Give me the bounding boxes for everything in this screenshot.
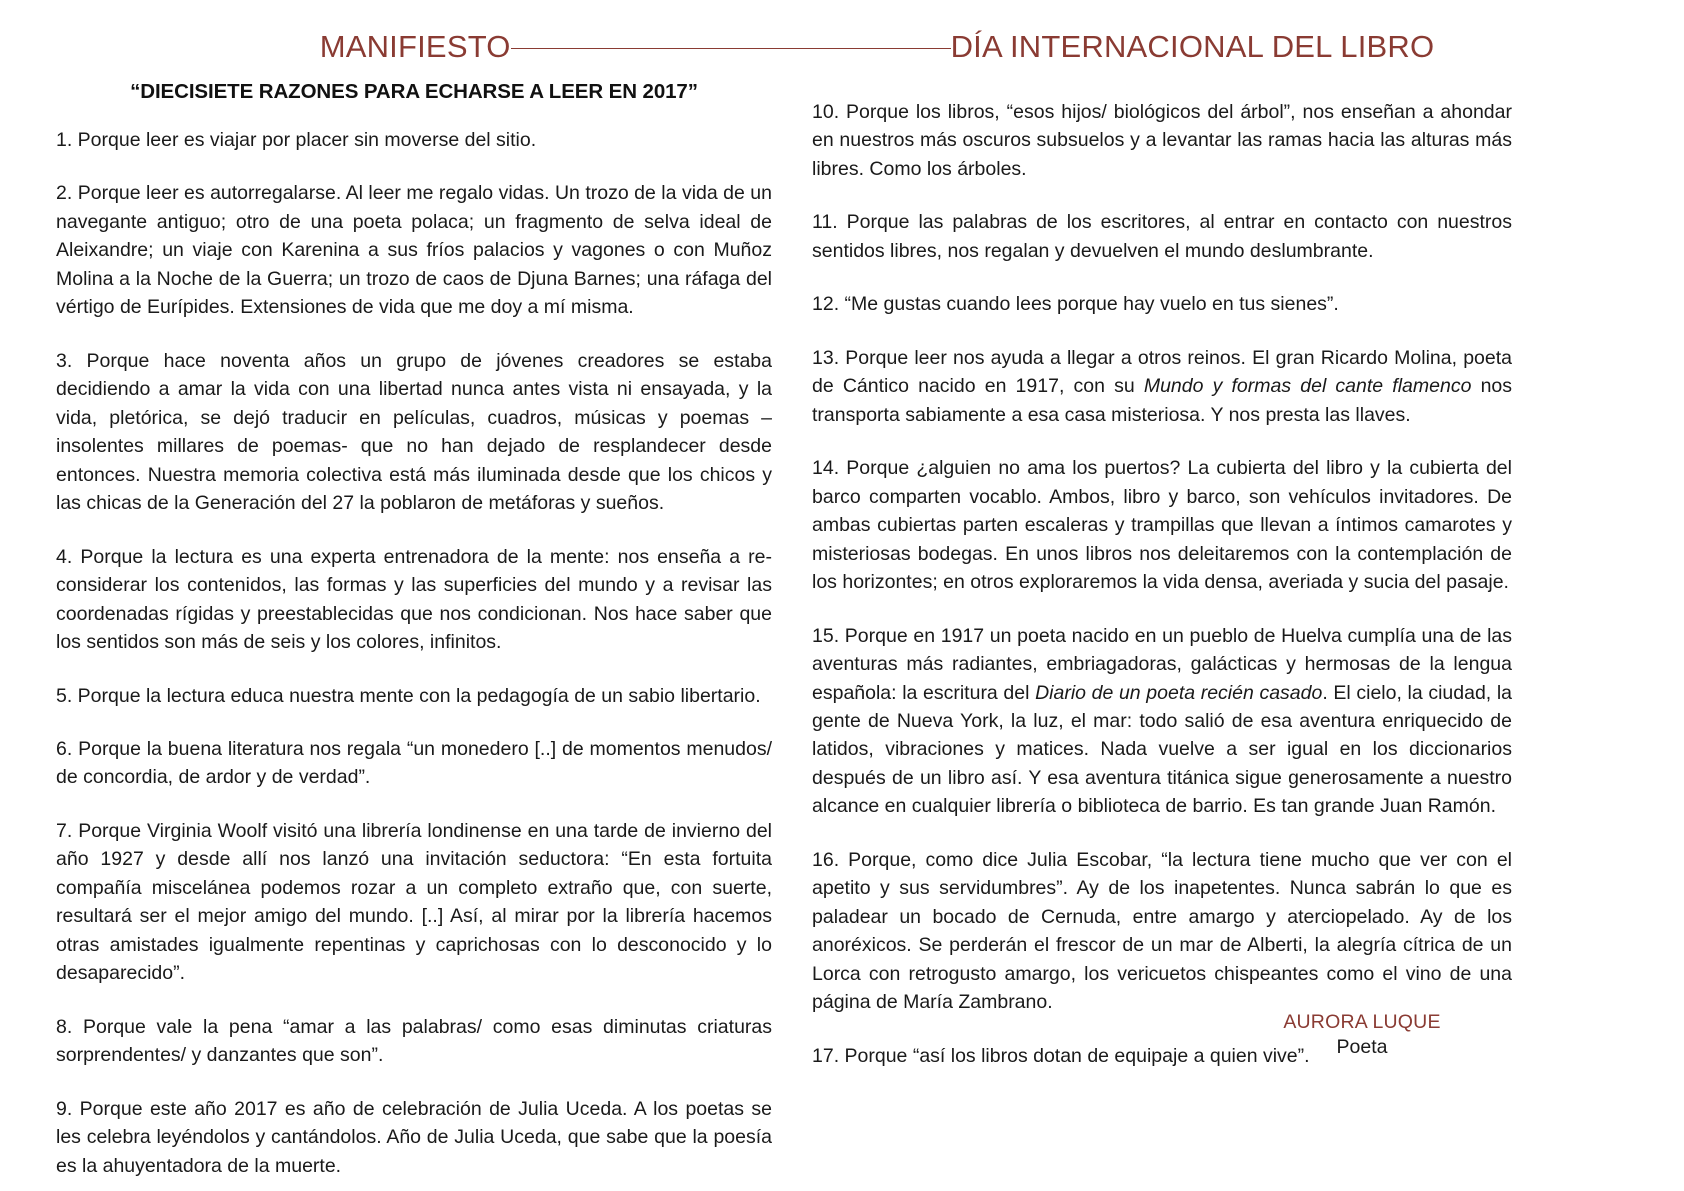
manifesto-item: 4. Porque la lectura es una experta entrenadora de la mente: nos enseña a re-considerar los contenidos, las formas y las superficies del mundo y a revisar las coordenadas rígidas y preestablecidas que nos condicionan. Nos hace saber que los sentidos son más de seis y los colores, infinitos. xyxy=(56,545,772,654)
manifesto-item: 1. Porque leer es viajar por placer sin moverse del sitio. xyxy=(56,129,537,151)
manifesto-item: 5. Porque la lectura educa nuestra mente con la pedagogía de un sabio libertario. xyxy=(56,684,761,707)
left-column xyxy=(56,126,772,1180)
manifesto-item: 8. Porque vale la pena “amar a las palabras/ como esas diminutas criaturas sorprendentes/ y danzantes que son”. xyxy=(56,1015,772,1067)
manifesto-item: 7. Porque Virginia Woolf visitó una librería londinense en una tarde de invierno del año 1927 y desde allí nos lanzó una invitación seductora: “En esta fortuita compañía miscelánea podemos rozar a un completo extraño que, con suerte, resultará ser el mejor amigo del mundo. [..] Así, al mirar por la librería hacemos otras amistades igualmente repentinas y caprichosas con lo desconocido y lo desaparecido”. xyxy=(56,819,772,985)
manifesto-item: 2. Porque leer es autorregalarse. Al leer me regalo vidas. Un trozo de la vida de un navegante antiguo; otro de una poeta polaca; un fragmento de selva ideal de Aleixandre; un viaje con Karenina a sus fríos palacios y vagones o con Muñoz Molina a la Noche de la Guerra; un trozo de caos de Djuna Barnes; una ráfaga del vértigo de Eurípides. Extensiones de vida que me doy a mí misma. xyxy=(56,182,772,319)
masthead-divider-rule xyxy=(511,48,951,49)
manifesto-item: 15. Porque en 1917 un poeta nacido en un pueblo de Huelva cumplía una de las aventuras más radiantes, embriagadoras, galácticas y hermosas de la lengua española: la escritura del Diario de un poeta recién casado. El cielo, la ciudad, la gente de Nueva York, la luz, el mar: todo salió de esa aventura enriquecido de latidos, vibraciones y matices. Nada vuelve a ser igual en los diccionarios después de un libro así. Y esa aventura titánica sigue generosamente a nuestro alcance en cualquier librería o biblioteca de barrio. Es tan grande Juan Ramón. xyxy=(812,624,1513,818)
manifesto-item: 11. Porque las palabras de los escritores, al entrar en contacto con nuestros sentidos libres, nos regalan y devuelven el mundo deslumbrante. xyxy=(812,211,1512,262)
manifesto-item: 3. Porque hace noventa años un grupo de jóvenes creadores se estaba decidiendo a amar la vida con una libertad nunca antes vista ni ensayada, y la vida, pletórica, se dejó traducir en películas, cuadros, músicas y poemas –insolentes millares de poemas- que no han dejado de resplandecer desde entonces. Nuestra memoria colectiva está más iluminada desde que los chicos y las chicas de la Generación del 27 la poblaron de metáforas y sueños. xyxy=(56,349,772,515)
masthead-right-title: DÍA INTERNACIONAL DEL LIBRO xyxy=(950,29,1435,64)
right-column xyxy=(812,98,1512,1070)
manifesto-item: 13. Porque leer nos ayuda a llegar a otros reinos. El gran Ricardo Molina, poeta de Cántico nacido en 1917, con su Mundo y formas del cante flamenco nos transporta sabiamente a esa casa misteriosa. Y nos presta las llaves. xyxy=(812,346,1513,426)
manifesto-item: 16. Porque, como dice Julia Escobar, “la lectura tiene mucho que ver con el apetito y sus servidumbres”. Ay de los inapetentes. Nunca sabrán lo que es paladear un bocado de Cernuda, entre amargo y aterciopelado. Ay de los anoréxicos. Se perderán el frescor de un mar de Alberti, la alegría cítrica de un Lorca con retrogusto amargo, los vericuetos chispeantes como el vino de una página de María Zambrano. xyxy=(812,848,1512,1014)
manifesto-item: 10. Porque los libros, “esos hijos/ biológicos del árbol”, nos enseñan a ahondar en nuestros más oscuros subsuelos y a levantar las ramas hacia las alturas más libres. Como los árboles. xyxy=(812,101,1512,180)
author-role: Poeta xyxy=(1336,1036,1388,1058)
masthead-left-title: MANIFIESTO xyxy=(319,29,511,64)
manifesto-item: 12. “Me gustas cuando lees porque hay vuelo en tus sienes”. xyxy=(812,293,1339,316)
document-subtitle: “DIECISIETE RAZONES PARA ECHARSE A LEER EN 2017” xyxy=(130,80,698,103)
author-name: AURORA LUQUE xyxy=(1283,1011,1441,1033)
manifesto-item: 14. Porque ¿alguien no ama los puertos? La cubierta del libro y la cubierta del barco comparten vocablo. Ambos, libro y barco, son vehículos invitadores. De ambas cubiertas parten escaleras y trampillas que llevan a íntimos camarotes y misteriosas bodegas. En unos libros nos deleitaremos con la contemplación de los horizontes; en otros exploraremos la vida densa, averiada y sucia del pasaje. xyxy=(812,457,1512,594)
masthead xyxy=(0,22,1684,72)
manifesto-item: 17. Porque “así los libros dotan de equipaje a quien vive”. xyxy=(812,1044,1310,1067)
manifesto-item: 9. Porque este año 2017 es año de celebración de Julia Uceda. A los poetas se les celebra leyéndolos y cantándolos. Año de Julia Uceda, que sabe que la poesía es la ahuyentadora de la muerte. xyxy=(56,1097,772,1177)
manifesto-item: 6. Porque la buena literatura nos regala “un monedero [..] de momentos menudos/ de concordia, de ardor y de verdad”. xyxy=(56,737,772,789)
signature-block xyxy=(1212,1011,1512,1059)
